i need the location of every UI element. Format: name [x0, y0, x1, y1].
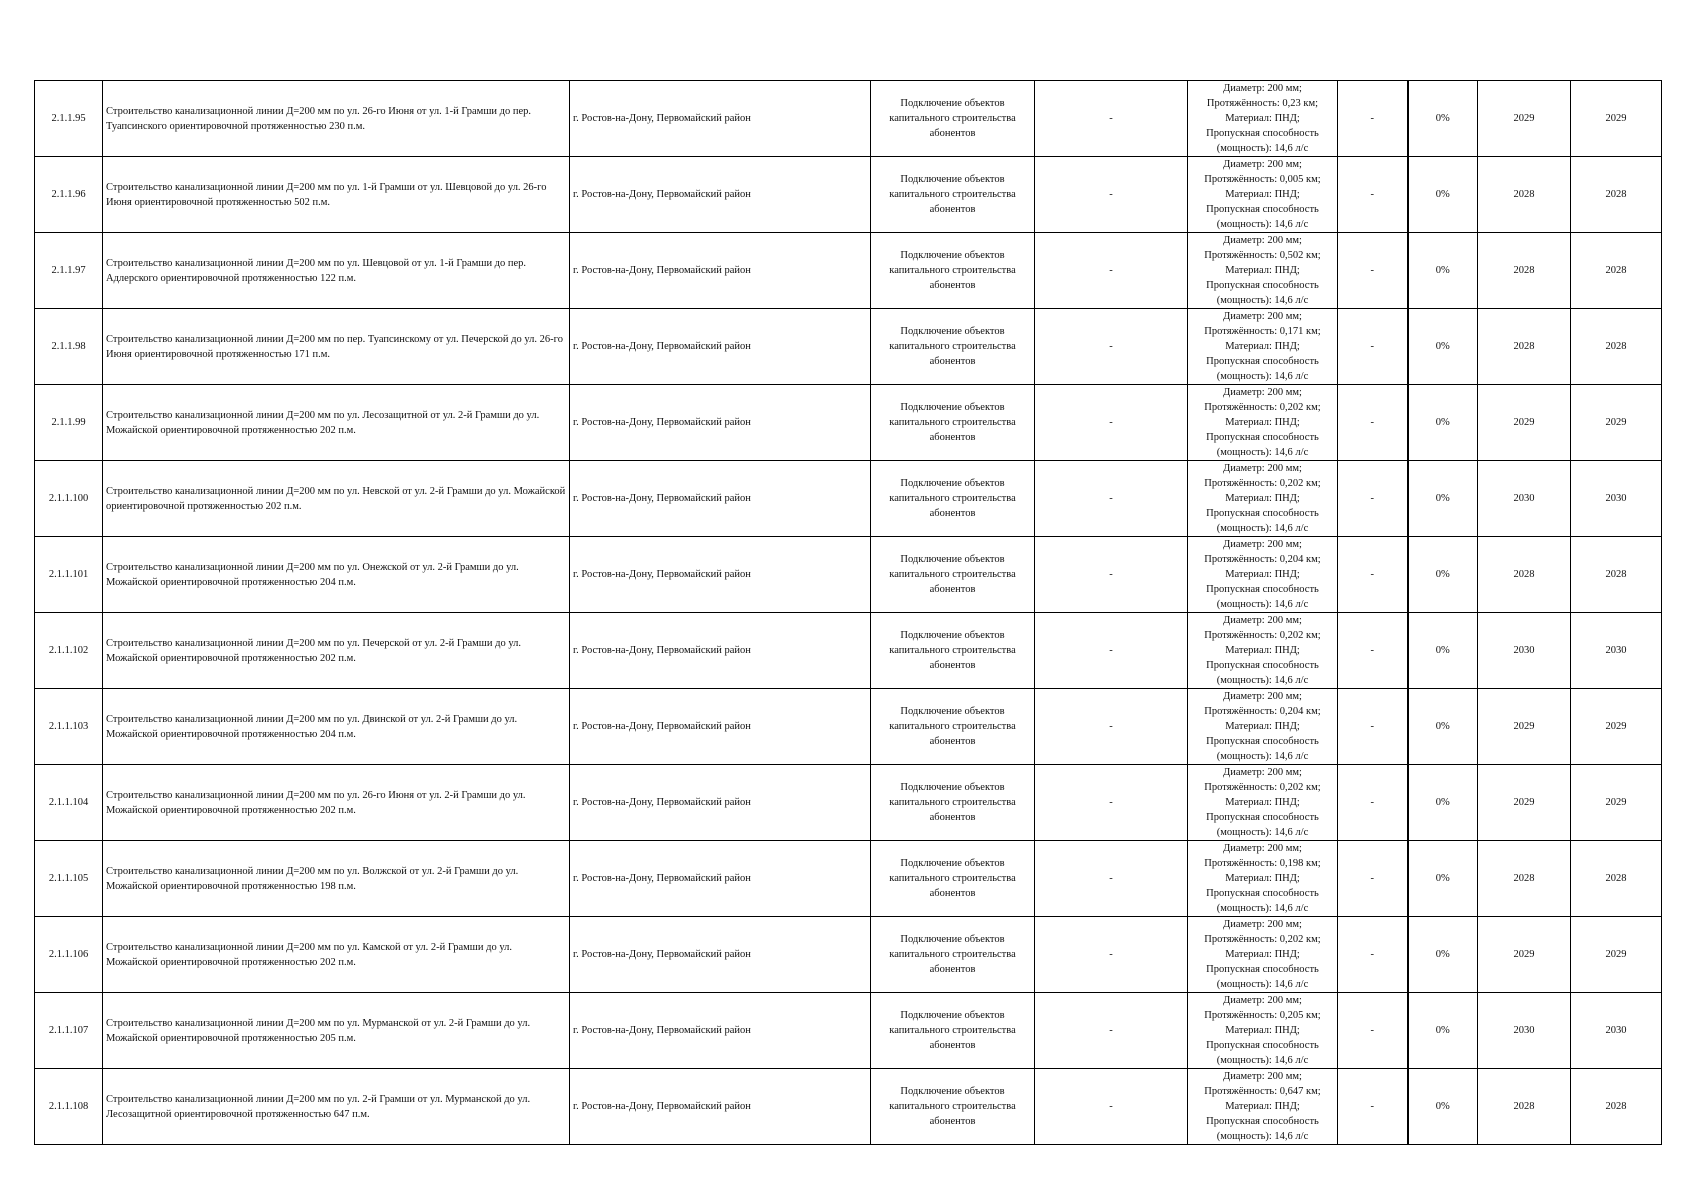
project-location: г. Ростов-на-Дону, Первомайский район — [570, 841, 871, 917]
table-row — [35, 233, 1662, 309]
empty-value-cell: - — [1035, 461, 1188, 537]
parameter-line: Пропускная способность — [1206, 432, 1319, 443]
empty-value-cell: - — [1338, 157, 1408, 233]
parameter-line: Протяжённость: 0,23 км; — [1206, 98, 1319, 109]
parameter-line: Протяжённость: 0,202 км; — [1204, 402, 1321, 413]
empty-value-cell: - — [1338, 765, 1408, 841]
empty-value-cell: - — [1035, 233, 1188, 309]
parameter-line: Протяжённость: 0,005 км; — [1204, 174, 1321, 185]
row-number: 2.1.1.96 — [35, 157, 103, 233]
empty-value-cell: - — [1035, 1069, 1188, 1145]
parameter-line: (мощность): 14,6 л/с — [1216, 1131, 1309, 1142]
parameter-line: Протяжённость: 0,202 км; — [1204, 478, 1321, 489]
parameter-line: Материал: ПНД; — [1225, 873, 1300, 884]
parameter-line: Материал: ПНД; — [1225, 569, 1300, 580]
row-number: 2.1.1.104 — [35, 765, 103, 841]
empty-value-cell: - — [1338, 841, 1408, 917]
parameter-line: Материал: ПНД; — [1225, 1025, 1300, 1036]
start-year: 2028 — [1478, 157, 1571, 233]
end-year: 2028 — [1571, 841, 1662, 917]
parameter-line: Материал: ПНД; — [1225, 645, 1300, 656]
parameter-line: Материал: ПНД; — [1225, 949, 1300, 960]
parameter-line: Материал: ПНД; — [1225, 265, 1300, 276]
empty-value-cell: - — [1035, 613, 1188, 689]
project-location: г. Ростов-на-Дону, Первомайский район — [570, 765, 871, 841]
parameter-line: (мощность): 14,6 л/с — [1216, 599, 1309, 610]
technical-parameters — [1188, 385, 1338, 461]
completion-percent: 0% — [1408, 309, 1478, 385]
parameter-line: Протяжённость: 0,502 км; — [1204, 250, 1321, 261]
start-year: 2029 — [1478, 689, 1571, 765]
parameter-line: Пропускная способность — [1206, 1116, 1319, 1127]
parameter-line: Материал: ПНД; — [1225, 493, 1300, 504]
parameter-line: Диаметр: 200 мм; — [1223, 387, 1302, 398]
empty-value-cell: - — [1035, 385, 1188, 461]
technical-parameters — [1188, 1069, 1338, 1145]
completion-percent: 0% — [1408, 917, 1478, 993]
empty-value-cell: - — [1338, 993, 1408, 1069]
row-number: 2.1.1.103 — [35, 689, 103, 765]
project-location: г. Ростов-на-Дону, Первомайский район — [570, 233, 871, 309]
empty-value-cell: - — [1035, 765, 1188, 841]
empty-value-cell: - — [1338, 1069, 1408, 1145]
project-description: Строительство канализационной линии Д=200 мм по ул. 2-й Грамши от ул. Мурманской до ул. Лесозащитной ориентировочной протяженностью 647 п.м. — [103, 1069, 570, 1145]
parameter-line: Диаметр: 200 мм; — [1223, 995, 1302, 1006]
parameter-line: Диаметр: 200 мм; — [1223, 83, 1302, 94]
end-year: 2030 — [1571, 613, 1662, 689]
start-year: 2029 — [1478, 765, 1571, 841]
project-purpose: Подключение объектов капитального строительства абонентов — [871, 917, 1035, 993]
project-location: г. Ростов-на-Дону, Первомайский район — [570, 385, 871, 461]
technical-parameters — [1188, 537, 1338, 613]
end-year: 2028 — [1571, 309, 1662, 385]
empty-value-cell: - — [1338, 917, 1408, 993]
table-row — [35, 841, 1662, 917]
parameter-line: Протяжённость: 0,204 км; — [1204, 706, 1321, 717]
parameter-line: Диаметр: 200 мм; — [1223, 159, 1302, 170]
project-description: Строительство канализационной линии Д=200 мм по ул. Волжской от ул. 2-й Грамши до ул. Можайской ориентировочной протяженностью 198 п.м. — [103, 841, 570, 917]
parameter-line: Диаметр: 200 мм; — [1223, 919, 1302, 930]
end-year: 2028 — [1571, 157, 1662, 233]
empty-value-cell: - — [1035, 157, 1188, 233]
technical-parameters — [1188, 993, 1338, 1069]
project-description: Строительство канализационной линии Д=200 мм по ул. 1-й Грамши от ул. Шевцовой до ул. 26-го Июня ориентировочной протяженностью 502 п.м. — [103, 157, 570, 233]
completion-percent: 0% — [1408, 537, 1478, 613]
empty-value-cell: - — [1338, 537, 1408, 613]
parameter-line: Пропускная способность — [1206, 280, 1319, 291]
parameter-line: (мощность): 14,6 л/с — [1216, 143, 1309, 154]
row-number: 2.1.1.101 — [35, 537, 103, 613]
row-number: 2.1.1.98 — [35, 309, 103, 385]
parameter-line: Пропускная способность — [1206, 736, 1319, 747]
parameter-line: Диаметр: 200 мм; — [1223, 615, 1302, 626]
project-description: Строительство канализационной линии Д=200 мм по ул. Камской от ул. 2-й Грамши до ул. Можайской ориентировочной протяженностью 202 п.м. — [103, 917, 570, 993]
technical-parameters — [1188, 309, 1338, 385]
table-row — [35, 613, 1662, 689]
start-year: 2028 — [1478, 309, 1571, 385]
empty-value-cell: - — [1035, 841, 1188, 917]
table-row — [35, 917, 1662, 993]
project-description: Строительство канализационной линии Д=200 мм по ул. Печерской от ул. 2-й Грамши до ул. Можайской ориентировочной протяженностью 202 п.м. — [103, 613, 570, 689]
technical-parameters — [1188, 917, 1338, 993]
table-row — [35, 689, 1662, 765]
project-description: Строительство канализационной линии Д=200 мм по ул. 26-го Июня от ул. 1-й Грамши до пер. Туапсинского ориентировочной протяженностью 230 п.м. — [103, 81, 570, 157]
row-number: 2.1.1.97 — [35, 233, 103, 309]
start-year: 2030 — [1478, 993, 1571, 1069]
parameter-line: Материал: ПНД; — [1225, 797, 1300, 808]
project-location: г. Ростов-на-Дону, Первомайский район — [570, 157, 871, 233]
parameter-line: Протяжённость: 0,202 км; — [1204, 934, 1321, 945]
empty-value-cell: - — [1338, 81, 1408, 157]
empty-value-cell: - — [1338, 385, 1408, 461]
completion-percent: 0% — [1408, 461, 1478, 537]
parameter-line: Диаметр: 200 мм; — [1223, 235, 1302, 246]
row-number: 2.1.1.105 — [35, 841, 103, 917]
start-year: 2029 — [1478, 917, 1571, 993]
end-year: 2030 — [1571, 993, 1662, 1069]
table-row — [35, 385, 1662, 461]
parameter-line: Протяжённость: 0,171 км; — [1204, 326, 1321, 337]
table-row — [35, 993, 1662, 1069]
project-description: Строительство канализационной линии Д=200 мм по ул. Шевцовой от ул. 1-й Грамши до пер. Адлерского ориентировочной протяженностью 122 п.м. — [103, 233, 570, 309]
empty-value-cell: - — [1035, 689, 1188, 765]
project-location: г. Ростов-на-Дону, Первомайский район — [570, 1069, 871, 1145]
parameter-line: Пропускная способность — [1206, 812, 1319, 823]
start-year: 2029 — [1478, 81, 1571, 157]
table-row — [35, 157, 1662, 233]
start-year: 2029 — [1478, 385, 1571, 461]
start-year: 2028 — [1478, 841, 1571, 917]
project-location: г. Ростов-на-Дону, Первомайский район — [570, 613, 871, 689]
parameter-line: (мощность): 14,6 л/с — [1216, 827, 1309, 838]
project-purpose: Подключение объектов капитального строительства абонентов — [871, 537, 1035, 613]
table-row — [35, 1069, 1662, 1145]
parameter-line: Материал: ПНД; — [1225, 113, 1300, 124]
parameter-line: Пропускная способность — [1206, 660, 1319, 671]
project-purpose: Подключение объектов капитального строительства абонентов — [871, 385, 1035, 461]
start-year: 2030 — [1478, 461, 1571, 537]
row-number: 2.1.1.100 — [35, 461, 103, 537]
end-year: 2029 — [1571, 689, 1662, 765]
parameter-line: Материал: ПНД; — [1225, 417, 1300, 428]
technical-parameters — [1188, 841, 1338, 917]
end-year: 2029 — [1571, 917, 1662, 993]
parameter-line: (мощность): 14,6 л/с — [1216, 751, 1309, 762]
project-purpose: Подключение объектов капитального строительства абонентов — [871, 765, 1035, 841]
empty-value-cell: - — [1338, 613, 1408, 689]
start-year: 2028 — [1478, 537, 1571, 613]
parameter-line: Диаметр: 200 мм; — [1223, 539, 1302, 550]
completion-percent: 0% — [1408, 841, 1478, 917]
completion-percent: 0% — [1408, 613, 1478, 689]
project-table — [34, 80, 1662, 1145]
parameter-line: Диаметр: 200 мм; — [1223, 311, 1302, 322]
empty-value-cell: - — [1035, 917, 1188, 993]
start-year: 2030 — [1478, 613, 1571, 689]
project-location: г. Ростов-на-Дону, Первомайский район — [570, 993, 871, 1069]
parameter-line: Протяжённость: 0,198 км; — [1204, 858, 1321, 869]
empty-value-cell: - — [1338, 689, 1408, 765]
parameter-line: (мощность): 14,6 л/с — [1216, 675, 1309, 686]
empty-value-cell: - — [1035, 537, 1188, 613]
parameter-line: Пропускная способность — [1206, 128, 1319, 139]
parameter-line: Диаметр: 200 мм; — [1223, 767, 1302, 778]
completion-percent: 0% — [1408, 385, 1478, 461]
technical-parameters — [1188, 613, 1338, 689]
row-number: 2.1.1.99 — [35, 385, 103, 461]
parameter-line: (мощность): 14,6 л/с — [1216, 903, 1309, 914]
project-description: Строительство канализационной линии Д=200 мм по ул. Невской от ул. 2-й Грамши до ул. Можайской ориентировочной протяженностью 202 п.м. — [103, 461, 570, 537]
project-purpose: Подключение объектов капитального строительства абонентов — [871, 993, 1035, 1069]
parameter-line: Пропускная способность — [1206, 964, 1319, 975]
project-location: г. Ростов-на-Дону, Первомайский район — [570, 461, 871, 537]
empty-value-cell: - — [1035, 309, 1188, 385]
start-year: 2028 — [1478, 1069, 1571, 1145]
technical-parameters — [1188, 461, 1338, 537]
project-location: г. Ростов-на-Дону, Первомайский район — [570, 309, 871, 385]
completion-percent: 0% — [1408, 81, 1478, 157]
empty-value-cell: - — [1338, 461, 1408, 537]
end-year: 2030 — [1571, 461, 1662, 537]
project-purpose: Подключение объектов капитального строительства абонентов — [871, 157, 1035, 233]
project-location: г. Ростов-на-Дону, Первомайский район — [570, 689, 871, 765]
parameter-line: Пропускная способность — [1206, 356, 1319, 367]
parameter-line: Пропускная способность — [1206, 888, 1319, 899]
row-number: 2.1.1.95 — [35, 81, 103, 157]
empty-value-cell: - — [1338, 309, 1408, 385]
technical-parameters — [1188, 157, 1338, 233]
project-description: Строительство канализационной линии Д=200 мм по ул. Онежской от ул. 2-й Грамши до ул. Можайской ориентировочной протяженностью 204 п.м. — [103, 537, 570, 613]
project-description: Строительство канализационной линии Д=200 мм по ул. Мурманской от ул. 2-й Грамши до ул. Можайской ориентировочной протяженностью 205 п.м. — [103, 993, 570, 1069]
table-row — [35, 461, 1662, 537]
parameter-line: (мощность): 14,6 л/с — [1216, 447, 1309, 458]
technical-parameters — [1188, 765, 1338, 841]
project-purpose: Подключение объектов капитального строительства абонентов — [871, 233, 1035, 309]
row-number: 2.1.1.108 — [35, 1069, 103, 1145]
completion-percent: 0% — [1408, 157, 1478, 233]
parameter-line: Материал: ПНД; — [1225, 189, 1300, 200]
parameter-line: Диаметр: 200 мм; — [1223, 1071, 1302, 1082]
end-year: 2029 — [1571, 765, 1662, 841]
technical-parameters — [1188, 81, 1338, 157]
empty-value-cell: - — [1035, 993, 1188, 1069]
completion-percent: 0% — [1408, 765, 1478, 841]
completion-percent: 0% — [1408, 1069, 1478, 1145]
project-description: Строительство канализационной линии Д=200 мм по ул. 26-го Июня от ул. 2-й Грамши до ул. Можайской ориентировочной протяженностью 202 п.м. — [103, 765, 570, 841]
project-location: г. Ростов-на-Дону, Первомайский район — [570, 537, 871, 613]
table-row — [35, 81, 1662, 157]
project-description: Строительство канализационной линии Д=200 мм по ул. Двинской от ул. 2-й Грамши до ул. Можайской ориентировочной протяженностью 204 п.м. — [103, 689, 570, 765]
project-purpose: Подключение объектов капитального строительства абонентов — [871, 1069, 1035, 1145]
parameter-line: (мощность): 14,6 л/с — [1216, 979, 1309, 990]
project-purpose: Подключение объектов капитального строительства абонентов — [871, 81, 1035, 157]
row-number: 2.1.1.102 — [35, 613, 103, 689]
end-year: 2028 — [1571, 1069, 1662, 1145]
completion-percent: 0% — [1408, 233, 1478, 309]
table-row — [35, 309, 1662, 385]
project-purpose: Подключение объектов капитального строительства абонентов — [871, 689, 1035, 765]
project-purpose: Подключение объектов капитального строительства абонентов — [871, 461, 1035, 537]
project-location: г. Ростов-на-Дону, Первомайский район — [570, 81, 871, 157]
parameter-line: Диаметр: 200 мм; — [1223, 843, 1302, 854]
table-row — [35, 765, 1662, 841]
project-purpose: Подключение объектов капитального строительства абонентов — [871, 613, 1035, 689]
end-year: 2028 — [1571, 233, 1662, 309]
parameter-line: (мощность): 14,6 л/с — [1216, 1055, 1309, 1066]
parameter-line: (мощность): 14,6 л/с — [1216, 295, 1309, 306]
empty-value-cell: - — [1338, 233, 1408, 309]
parameter-line: Протяжённость: 0,647 км; — [1204, 1086, 1321, 1097]
end-year: 2029 — [1571, 385, 1662, 461]
parameter-line: Протяжённость: 0,205 км; — [1204, 1010, 1321, 1021]
parameter-line: Протяжённость: 0,204 км; — [1204, 554, 1321, 565]
parameter-line: Диаметр: 200 мм; — [1223, 463, 1302, 474]
parameter-line: Материал: ПНД; — [1225, 721, 1300, 732]
row-number: 2.1.1.107 — [35, 993, 103, 1069]
row-number: 2.1.1.106 — [35, 917, 103, 993]
parameter-line: Материал: ПНД; — [1225, 341, 1300, 352]
project-location: г. Ростов-на-Дону, Первомайский район — [570, 917, 871, 993]
parameter-line: (мощность): 14,6 л/с — [1216, 219, 1309, 230]
parameter-line: Протяжённость: 0,202 км; — [1204, 630, 1321, 641]
project-description: Строительство канализационной линии Д=200 мм по ул. Лесозащитной от ул. 2-й Грамши до ул. Можайской ориентировочной протяженностью 202 п.м. — [103, 385, 570, 461]
parameter-line: Диаметр: 200 мм; — [1223, 691, 1302, 702]
parameter-line: Пропускная способность — [1206, 204, 1319, 215]
project-purpose: Подключение объектов капитального строительства абонентов — [871, 309, 1035, 385]
technical-parameters — [1188, 689, 1338, 765]
parameter-line: Пропускная способность — [1206, 584, 1319, 595]
technical-parameters — [1188, 233, 1338, 309]
completion-percent: 0% — [1408, 993, 1478, 1069]
parameter-line: (мощность): 14,6 л/с — [1216, 371, 1309, 382]
completion-percent: 0% — [1408, 689, 1478, 765]
table-row — [35, 537, 1662, 613]
parameter-line: Пропускная способность — [1206, 1040, 1319, 1051]
start-year: 2028 — [1478, 233, 1571, 309]
parameter-line: Материал: ПНД; — [1225, 1101, 1300, 1112]
end-year: 2029 — [1571, 81, 1662, 157]
empty-value-cell: - — [1035, 81, 1188, 157]
parameter-line: Пропускная способность — [1206, 508, 1319, 519]
project-description: Строительство канализационной линии Д=200 мм по пер. Туапсинскому от ул. Печерской до ул. 26-го Июня ориентировочной протяженностью 171 п.м. — [103, 309, 570, 385]
parameter-line: Протяжённость: 0,202 км; — [1204, 782, 1321, 793]
end-year: 2028 — [1571, 537, 1662, 613]
parameter-line: (мощность): 14,6 л/с — [1216, 523, 1309, 534]
project-purpose: Подключение объектов капитального строительства абонентов — [871, 841, 1035, 917]
table-body — [35, 81, 1662, 1145]
